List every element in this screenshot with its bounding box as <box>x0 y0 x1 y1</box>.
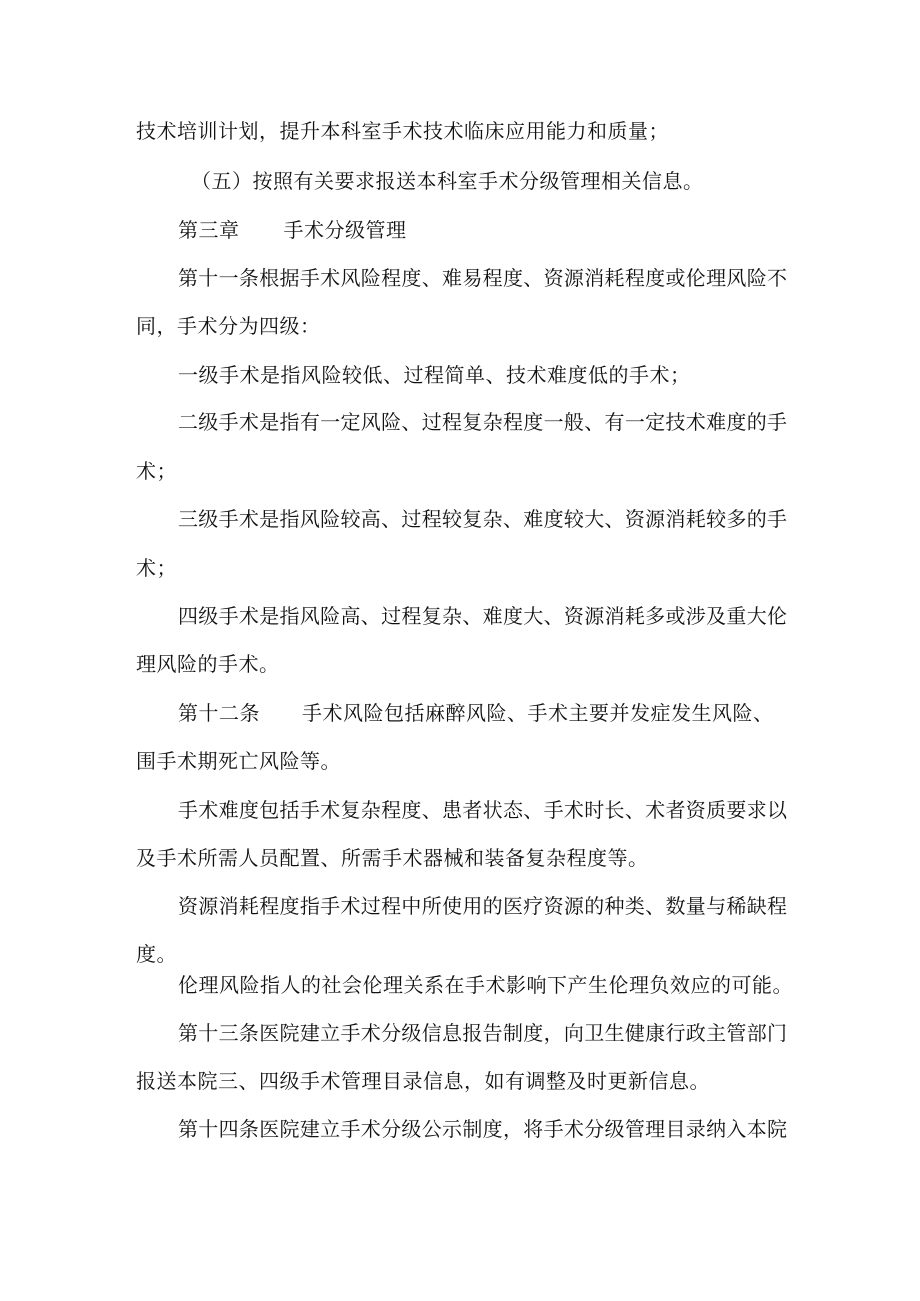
chapter-number: 第三章 <box>178 218 240 242</box>
article-13-line: 第十三条医院建立手术分级信息报告制度，向卫生健康行政主管部门 <box>178 1021 787 1045</box>
article-12-text: 手术风险包括麻醉风险、手术主要并发症发生风险、 <box>302 701 774 725</box>
paragraph-line: 度。 <box>136 942 177 966</box>
paragraph-line: 二级手术是指有一定风险、过程复杂程度一般、有一定技术难度的手 <box>178 410 787 434</box>
paragraph-line: 三级手术是指风险较高、过程较复杂、难度较大、资源消耗较多的手 <box>178 507 787 531</box>
article-12-line <box>178 701 774 725</box>
paragraph-line: 术； <box>136 459 177 483</box>
article-11-line: 第十一条根据手术风险程度、难易程度、资源消耗程度或伦理风险不 <box>178 266 787 290</box>
chapter-title: 手术分级管理 <box>283 218 407 242</box>
paragraph-line: 四级手术是指风险高、过程复杂、难度大、资源消耗多或涉及重大伦 <box>178 604 787 628</box>
paragraph-line: 术； <box>136 556 177 580</box>
paragraph-line: 及手术所需人员配置、所需手术器械和装备复杂程度等。 <box>136 846 649 870</box>
paragraph-line: 伦理风险指人的社会伦理关系在手术影响下产生伦理负效应的可能。 <box>178 973 793 997</box>
article-14-line: 第十四条医院建立手术分级公示制度，将手术分级管理目录纳入本院 <box>178 1117 787 1141</box>
paragraph-line: 理风险的手术。 <box>136 652 280 676</box>
paragraph-line: 同，手术分为四级： <box>136 314 321 338</box>
paragraph-line: 资源消耗程度指手术过程中所使用的医疗资源的种类、数量与稀缺程 <box>178 894 787 918</box>
paragraph-line: 围手术期死亡风险等。 <box>136 749 341 773</box>
paragraph-line: 手术难度包括手术复杂程度、患者状态、手术时长、术者资质要求以 <box>178 798 787 822</box>
paragraph-line: （五）按照有关要求报送本科室手术分级管理相关信息。 <box>191 169 704 193</box>
paragraph-line: 技术培训计划，提升本科室手术技术临床应用能力和质量； <box>136 119 669 143</box>
paragraph-line: 报送本院三、四级手术管理目录信息，如有调整及时更新信息。 <box>136 1069 710 1093</box>
paragraph-line: 一级手术是指风险较低、过程简单、技术难度低的手术； <box>178 363 691 387</box>
chapter-heading <box>178 218 407 242</box>
article-12-label: 第十二条 <box>178 701 260 725</box>
